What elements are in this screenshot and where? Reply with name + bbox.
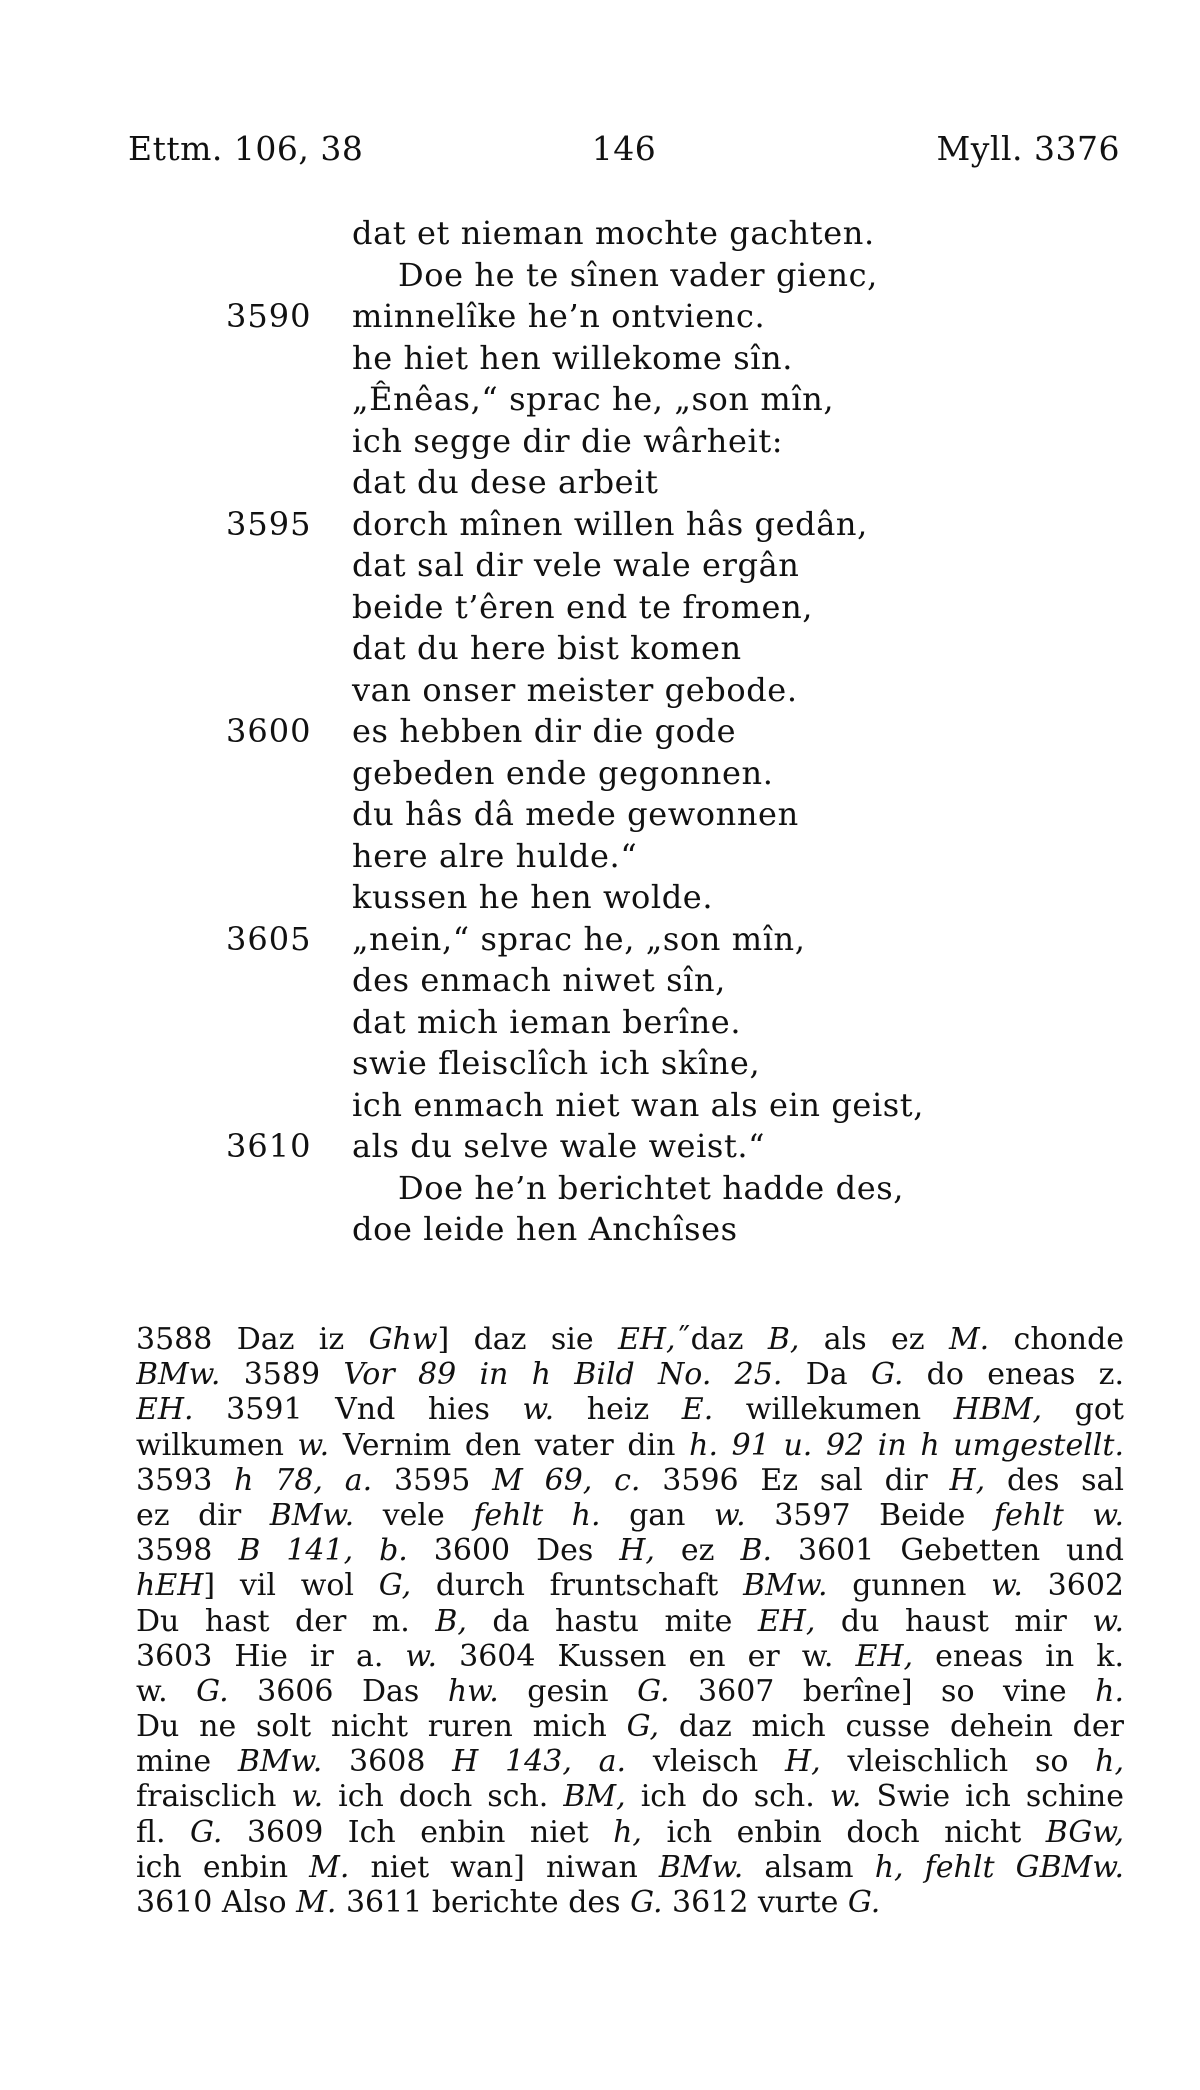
apparatus-text: ez dir [136, 1497, 270, 1533]
apparatus-text: des sal [985, 1462, 1124, 1498]
apparatus-text: 3602 [1022, 1568, 1124, 1604]
apparatus-siglum: M. [296, 1885, 337, 1920]
apparatus-siglum: hEH [136, 1568, 204, 1604]
verse-text: dat du dese arbeit [352, 463, 659, 501]
verse-text: van onser meister gebode. [352, 670, 798, 709]
apparatus-line [136, 1604, 1124, 1639]
apparatus-text: ich enbin [136, 1849, 310, 1885]
verse-line [0, 504, 1200, 546]
apparatus-text: ich do sch. [625, 1779, 830, 1815]
apparatus-text: 3598 [136, 1533, 239, 1569]
apparatus-siglum: fehlt h. [473, 1497, 601, 1533]
apparatus-text: heiz [554, 1392, 682, 1428]
verse-text: „nein,“ sprac he, „son mîn, [352, 919, 806, 958]
apparatus-line [136, 1674, 1124, 1709]
verse-text: gebeden ende gegonnen. [352, 753, 774, 792]
verse-line [0, 628, 1200, 670]
verse-line [0, 960, 1200, 1002]
apparatus-text: 3601 Gebetten und [772, 1533, 1124, 1569]
apparatus-text: 3593 [136, 1462, 235, 1498]
apparatus-text: Du ne solt nicht ruren mich [136, 1709, 627, 1745]
apparatus-text: Da [782, 1357, 871, 1393]
apparatus-siglum: H, [785, 1744, 821, 1780]
apparatus-siglum: h, fehlt GBMw. [874, 1849, 1124, 1885]
apparatus-siglum: H, [619, 1533, 655, 1569]
apparatus-line [136, 1639, 1124, 1674]
apparatus-siglum: M 69, c. [492, 1462, 641, 1498]
apparatus-siglum: B. [740, 1533, 773, 1569]
header-left-reference: Ettm. 106, 38 [128, 129, 364, 168]
verse-text: here alre hulde.“ [352, 836, 638, 875]
apparatus-siglum: EH. [136, 1392, 194, 1428]
verse-text: ich segge dir die wârheit: [352, 421, 784, 460]
verse-line [0, 1043, 1200, 1085]
apparatus-text: willekumen [713, 1392, 954, 1428]
apparatus-text: mine [136, 1744, 238, 1780]
apparatus-text: 3606 Das [228, 1673, 448, 1709]
apparatus-text: gan [600, 1497, 715, 1533]
apparatus-siglum: w. [1092, 1603, 1124, 1639]
apparatus-siglum: G. [870, 1357, 904, 1393]
page-number: 146 [591, 129, 657, 168]
apparatus-siglum: Vor 89 in h Bild No. 25. [343, 1357, 783, 1393]
verse-line [0, 711, 1200, 753]
verse-line [0, 587, 1200, 629]
apparatus-line [136, 1392, 1124, 1427]
apparatus-line [136, 1779, 1124, 1814]
apparatus-text: 3604 Kussen en er w. [437, 1638, 856, 1674]
verse-line [0, 255, 1200, 297]
apparatus-siglum: M. [948, 1322, 990, 1357]
apparatus-siglum: w. [991, 1568, 1023, 1604]
verse-text: beide t’êren end te fromen, [352, 587, 814, 626]
apparatus-line [136, 1885, 1124, 1920]
apparatus-siglum: BMw. [136, 1357, 221, 1393]
apparatus-text: 3612 vurte [662, 1885, 848, 1920]
verse-text: kussen he hen wolde. [352, 878, 714, 916]
apparatus-text: 3611 berichte des [336, 1885, 631, 1920]
apparatus-line [136, 1428, 1124, 1463]
verse-line [0, 462, 1200, 504]
apparatus-siglum: BMw. [658, 1849, 744, 1885]
apparatus-siglum: B 141, b. [238, 1533, 408, 1569]
verse-text-block [0, 213, 1200, 1251]
apparatus-text: fraisclich [136, 1779, 292, 1815]
verse-text: ich enmach niet wan als ein geist, [352, 1085, 925, 1124]
apparatus-text: gunnen [827, 1568, 992, 1604]
verse-line [0, 213, 1200, 255]
verse-line [0, 836, 1200, 878]
apparatus-text: vleischlich so [820, 1744, 1096, 1780]
apparatus-line [136, 1744, 1124, 1779]
apparatus-siglum: G, [378, 1568, 412, 1604]
apparatus-text: chonde [989, 1322, 1124, 1357]
apparatus-text: fl. [136, 1814, 191, 1850]
apparatus-text: ] vil wol [203, 1568, 379, 1604]
apparatus-text: 3603 Hie ir a. [136, 1638, 406, 1674]
apparatus-line [136, 1357, 1124, 1392]
apparatus-text: daz mich cusse dehein der [659, 1709, 1124, 1745]
apparatus-text: 3600 Des [407, 1533, 620, 1569]
running-header [128, 124, 1120, 174]
verse-line [0, 1002, 1200, 1044]
apparatus-text: als ez [799, 1322, 949, 1357]
verse-text: Doe he’n berichtet hadde des, [398, 1168, 905, 1207]
apparatus-text: wilkumen [136, 1427, 298, 1463]
apparatus-text: ] daz sie [437, 1322, 618, 1357]
apparatus-siglum: EH, [757, 1603, 816, 1639]
verse-line [0, 421, 1200, 463]
apparatus-siglum: EH, [617, 1322, 676, 1357]
apparatus-text: Du hast der m. [136, 1603, 436, 1639]
apparatus-text: ˝daz [675, 1322, 768, 1357]
apparatus-text: vele [354, 1497, 474, 1533]
verse-number: 3600 [226, 712, 312, 750]
apparatus-siglum: E. [681, 1392, 714, 1428]
apparatus-siglum: B, [435, 1603, 467, 1639]
apparatus-text: Vernim den vater din [329, 1427, 690, 1463]
verse-text: dat et nieman mochte gachten. [352, 214, 875, 252]
verse-text: dorch mînen willen hâs gedân, [352, 504, 868, 543]
apparatus-siglum: G. [637, 1673, 670, 1709]
apparatus-text: ich doch sch. [323, 1779, 564, 1815]
verse-text: Doe he te sînen vader gienc, [398, 255, 878, 294]
apparatus-text: 3589 [220, 1357, 344, 1393]
apparatus-siglum: B, [767, 1322, 800, 1357]
apparatus-text: niet wan] niwan [349, 1849, 659, 1885]
apparatus-text: w. [136, 1673, 197, 1709]
apparatus-siglum: h, [613, 1814, 642, 1850]
apparatus-siglum: G. [847, 1885, 881, 1920]
apparatus-siglum: hw. [447, 1673, 499, 1709]
apparatus-siglum: G, [626, 1709, 660, 1745]
apparatus-text: 3595 [372, 1462, 493, 1498]
verse-text: dat mich ieman berîne. [352, 1002, 742, 1041]
apparatus-text: 3596 Ez sal dir [640, 1462, 950, 1498]
apparatus-text: ich enbin doch nicht [641, 1814, 1046, 1850]
verse-line [0, 379, 1200, 421]
verse-number: 3605 [226, 919, 312, 958]
apparatus-siglum: w. [297, 1427, 330, 1463]
apparatus-siglum: BGw, [1045, 1814, 1124, 1850]
apparatus-text: 3608 [322, 1744, 453, 1780]
apparatus-siglum: G. [630, 1885, 663, 1920]
apparatus-siglum: Ghw [368, 1322, 438, 1357]
apparatus-text: 3597 Beide [745, 1497, 994, 1533]
verse-text: he hiet hen willekome sîn. [352, 338, 794, 377]
apparatus-siglum: HBM, [953, 1392, 1043, 1428]
verse-line [0, 338, 1200, 380]
apparatus-text: alsam [743, 1849, 875, 1885]
verse-text: doe leide hen Anchîses [352, 1210, 738, 1248]
apparatus-text: 3609 Ich enbin niet [222, 1814, 614, 1850]
apparatus-text: Swie ich schine [861, 1779, 1124, 1815]
verse-line [0, 670, 1200, 712]
apparatus-line [136, 1850, 1124, 1885]
apparatus-text: 3588 Daz iz [136, 1322, 369, 1357]
verse-number: 3595 [226, 504, 312, 543]
apparatus-text: 3607 berîne] so vine [669, 1673, 1096, 1709]
apparatus-text: 3610 Also [136, 1885, 297, 1920]
verse-text: du hâs dâ mede gewonnen [352, 795, 799, 833]
apparatus-siglum: G. [190, 1814, 223, 1850]
apparatus-siglum: H, [949, 1462, 986, 1498]
apparatus-siglum: BM, [563, 1779, 626, 1815]
apparatus-line [136, 1709, 1124, 1744]
critical-apparatus [136, 1322, 1124, 1920]
apparatus-text: eneas in k. [913, 1638, 1124, 1674]
apparatus-siglum: H 143, a. [452, 1744, 627, 1780]
apparatus-siglum: h. [1095, 1673, 1124, 1709]
apparatus-text: gesin [498, 1673, 638, 1709]
apparatus-line [136, 1322, 1124, 1357]
header-right-reference: Myll. 3376 [936, 129, 1120, 168]
verse-line [0, 296, 1200, 338]
verse-text: des enmach niwet sîn, [352, 961, 726, 999]
apparatus-text: got [1042, 1392, 1124, 1428]
apparatus-line [136, 1815, 1124, 1850]
verse-text: es hebben dir die gode [352, 712, 737, 750]
apparatus-siglum: w. [291, 1779, 324, 1815]
verse-line [0, 1209, 1200, 1251]
verse-text: „Ênêas,“ sprac he, „son mîn, [352, 380, 835, 418]
apparatus-siglum: BMw. [237, 1744, 323, 1780]
verse-text: als du selve wale weist.“ [352, 1127, 766, 1165]
apparatus-text: ez [654, 1533, 741, 1569]
apparatus-siglum: h 78, a. [234, 1462, 373, 1498]
apparatus-text: do eneas z. [903, 1357, 1124, 1393]
apparatus-siglum: BMw. [743, 1568, 828, 1604]
apparatus-siglum: BMw. [269, 1497, 355, 1533]
apparatus-line [136, 1498, 1124, 1533]
verse-number: 3610 [226, 1127, 312, 1165]
apparatus-siglum: EH, [855, 1638, 914, 1674]
verse-line [0, 877, 1200, 919]
apparatus-text: vleisch [626, 1744, 786, 1780]
verse-text: dat sal dir vele wale ergân [352, 546, 800, 584]
apparatus-line [136, 1463, 1124, 1498]
verse-text: dat du here bist komen [352, 629, 742, 667]
apparatus-line [136, 1568, 1124, 1603]
apparatus-siglum: h, [1095, 1744, 1124, 1780]
verse-line [0, 545, 1200, 587]
apparatus-text: 3591 Vnd hies [193, 1392, 523, 1428]
apparatus-line [136, 1533, 1124, 1568]
verse-line [0, 753, 1200, 795]
apparatus-text: da hastu mite [466, 1603, 758, 1639]
apparatus-siglum: fehlt w. [993, 1497, 1124, 1533]
verse-text: minnelîke he’n ontvienc. [352, 297, 766, 335]
verse-line [0, 1168, 1200, 1210]
apparatus-siglum: h. 91 u. 92 in h umgestellt. [689, 1427, 1124, 1463]
apparatus-siglum: w. [522, 1392, 555, 1428]
verse-line [0, 919, 1200, 961]
apparatus-siglum: w. [405, 1638, 438, 1674]
verse-text: swie fleisclîch ich skîne, [352, 1044, 761, 1082]
verse-line [0, 1126, 1200, 1168]
apparatus-siglum: w. [714, 1497, 746, 1533]
apparatus-siglum: M. [309, 1849, 350, 1885]
verse-line [0, 1085, 1200, 1127]
apparatus-text: durch fruntschaft [411, 1568, 744, 1604]
apparatus-siglum: G. [196, 1673, 229, 1709]
apparatus-siglum: w. [829, 1779, 862, 1815]
apparatus-text: du haust mir [815, 1603, 1093, 1639]
verse-line [0, 794, 1200, 836]
verse-number: 3590 [226, 297, 312, 335]
